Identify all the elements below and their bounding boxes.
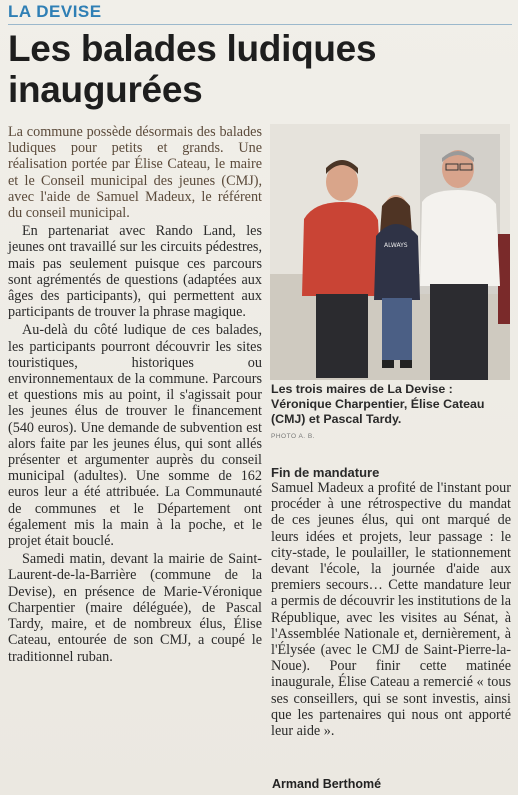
paragraph-5: Samuel Madeux a profité de l'instant pour procéder à une rétrospective du mandat de ces jeunes élus, qui ont marqué de leurs idées et projets, leur passage : le city-stade, le poulailler, le stationnement devant l'école, la journée d'aide aux premiers secours… Cette mandature leur a permis de découvrir les institutions de la République, avec les visites au Sénat, à l'Assemblée Nationale et, dernièrement, à l'Élysée (avec le CMJ de Saint-Pierre-la-Noue). Pour finir cette matinée inaugurale, Élise Cateau a remercié « tous ses conseillers, qui se sont investis, ainsi que les partenaires qui nous ont apporté leur aide ». (271, 480, 511, 740)
shirt-text: ALWAYS (384, 242, 408, 249)
right-column (271, 480, 511, 739)
paragraph-2: En partenariat avec Rando Land, les jeunes ont travaillé sur les circuits pédestres, mais pas seulement puisque ces parcours sont agrémentés de questions (adaptées aux âges des participants), qui permettent aux participants de trouver la phrase magique. (8, 223, 262, 321)
section-subhead: Fin de mandature (271, 465, 380, 480)
headline-line-1: Les balades ludiques (8, 28, 377, 69)
article-photo (270, 124, 510, 380)
paragraph-1: La commune possède désormais des balades ludiques pour petits et grands. Une réalisation portée par Élise Cateau, le maire et le Conseil municipal des jeunes (CMJ), avec l'aide de Samuel Madeux, le référent du conseil municipal. (8, 124, 262, 222)
headline-line-2: inaugurées (8, 69, 203, 110)
photo-credit: PHOTO A. B. (271, 433, 316, 440)
paragraph-4: Samedi matin, devant la mairie de Saint-Laurent-de-la-Barrière (commune de la Devise), en présence de Marie-Véronique Charpentier (maire déléguée), de Pascal Tardy, maire, et de nombreux élus, Élise Cateau, entourée de son CMJ, a coupé le traditionnel ruban. (8, 551, 262, 665)
photo-illustration (270, 124, 510, 380)
paragraph-3: Au-delà du côté ludique de ces balades, les participants pourront découvrir les sites touristiques, historiques ou environnementaux de la commune. Parcours et questions mis au point, il s'agissait pour les jeunes élus de trouver le financement (540 euros). Une demande de subvention est alors faite par les jeunes élus, qui sont allés présenter et argumenter auprès du conseil municipal (adultes). Une somme de 162 euros leur a été attribuée. La Communauté de communes et le Département ont également mis la main à la poche, et le projet était bouclé. (8, 322, 262, 550)
kicker-rule (8, 24, 512, 25)
left-column (8, 124, 262, 667)
photo-caption: Les trois maires de La Devise : Véronique Charpentier, Élise Cateau (CMJ) et Pascal Tardy. (271, 382, 485, 426)
author-signature: Armand Berthomé (272, 777, 382, 791)
section-kicker: LA DEVISE (8, 2, 102, 21)
article-headline (8, 28, 508, 110)
